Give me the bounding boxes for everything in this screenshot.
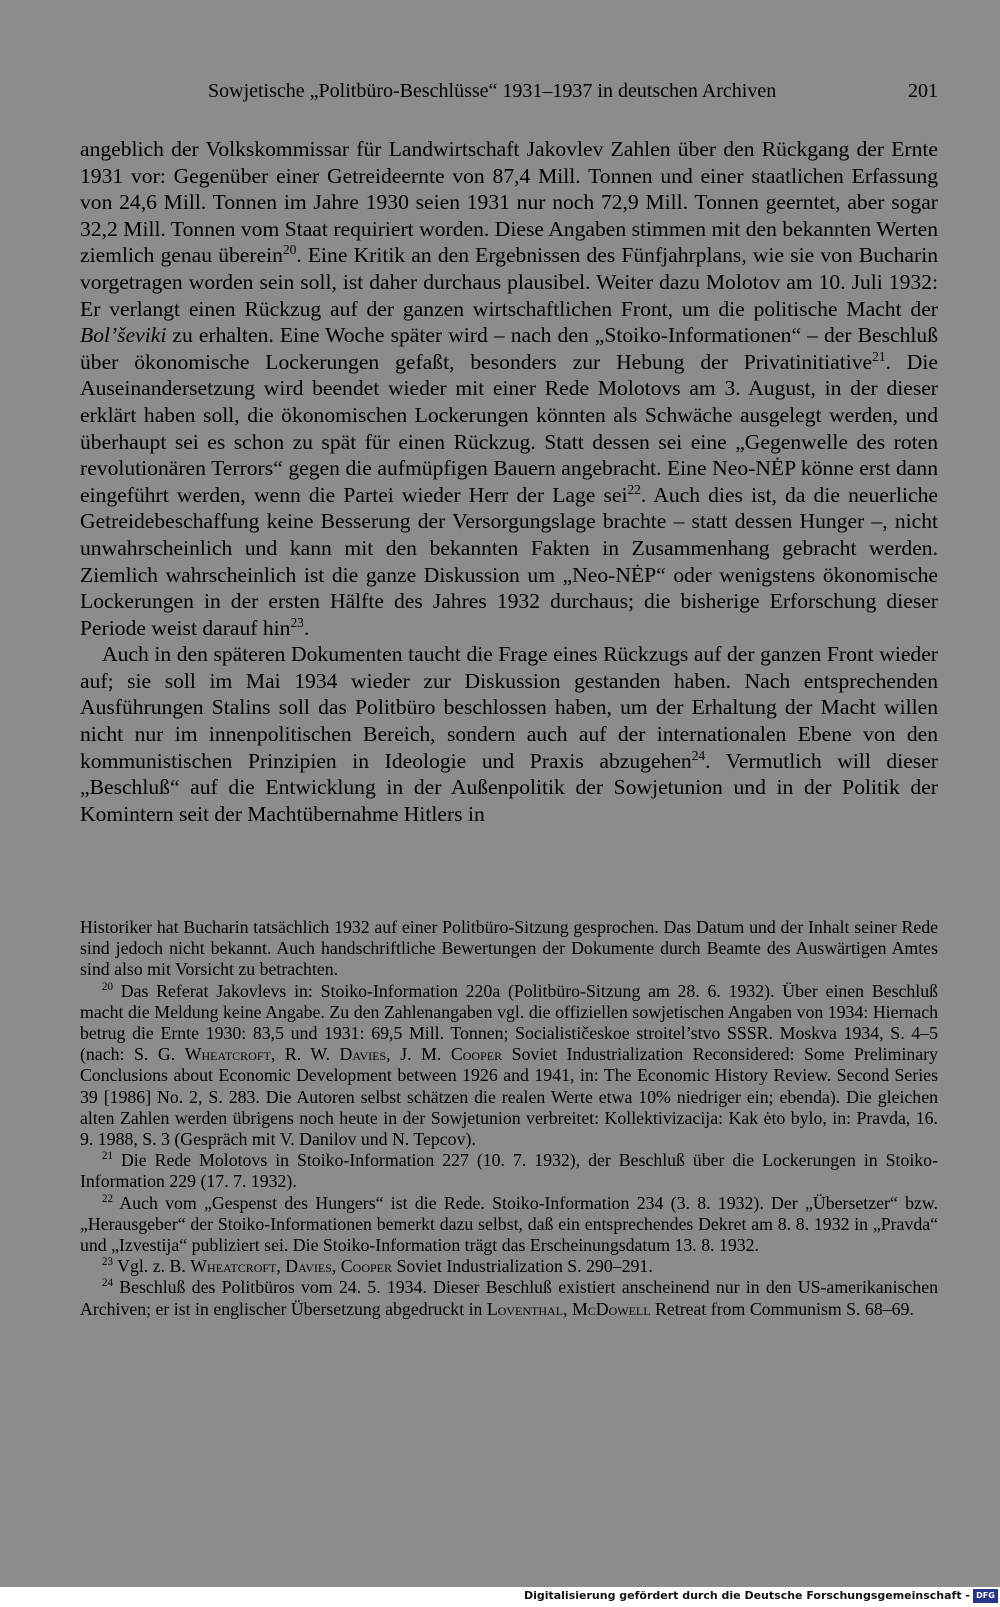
author-name: Cooper [340,1256,392,1277]
footnote-21 [80,1150,938,1192]
text-run: . Die Auseinandersetzung wird beendet wieder mit einer Rede Molotovs am 3. August, in der dieser erklärt haben soll, die ökonomischen Lockerungen könnten als Schwäche ausgelegt werden, und überhaupt sei es schon zu spät für einen Rückzug. Statt dessen sei eine „Gegenwelle des roten revolutionären Terrors“ gegen die aufmüpfigen Bauern angebracht. Eine Neo-NĖP könne erst dann eingeführt werden, wenn die Partei wieder Herr der Lage sei [80,349,938,507]
text-run: Vgl. z. B. [113,1256,191,1277]
text-run: , [276,1256,286,1277]
text-run: , [563,1298,572,1319]
footnote-number: 24 [102,1277,114,1290]
footnote-number: 23 [102,1256,114,1269]
text-run: . [303,615,310,640]
text-run: , R. W. [270,1044,340,1065]
footnote-20 [80,981,938,1151]
footnote-24 [80,1277,938,1319]
text-run: . Vermutlich will dieser „Beschluß“ auf die Entwicklung in der Außenpolitik der Sowjetunion und in der Politik der Komintern seit der Machtübernahme Hitlers in [80,748,938,826]
funding-credit: Digitalisierung gefördert durch die Deutsche Forschungsgemeinschaft - [523,1589,970,1602]
text-run: . Eine Kritik an den Ergebnissen des Fünfjahrplans, wie sie von Bucharin vorgetragen worden sein soll, ist daher durchaus plausibel. Weiter dazu Molotov am 10. Juli 1932: Er verlangt einen Rückzug auf der ganzen wirtschaftlichen Front, um die politische Macht der [80,243,939,321]
author-name: Loventhal [486,1298,564,1319]
text-run: Beschluß des Politbüros vom 24. 5. 1934. Dieser Beschluß existiert anscheinend nur in den US-amerikanischen Archiven; er ist in englischer Übersetzung abgedruckt in [80,1277,938,1319]
body-paragraph [80,641,938,827]
footnote-number: 22 [102,1192,114,1205]
text-run: Historiker hat Bucharin tatsächlich 1932 auf einer Politbüro-Sitzung gesprochen. Das Datum und der Inhalt seiner Rede sind jedoch nicht bekannt. Auch handschriftliche Bewertungen der Dokumente durch Beamte des Auswärtigen Amtes sind also mit Vorsicht zu betrachten. [80,917,938,980]
text-run: , [331,1256,341,1277]
text-run: angeblich der Volkskommissar für Landwirtschaft Jakovlev Zahlen über den Rückgang der Ernte 1931 vor: Gegenüber einer Getreideernte von 87,4 Mill. Tonnen und einer staatlichen Erfassung von 24,6 Mill. Tonnen im Jahre 1930 seien 1931 nur noch 72,9 Mill. Tonnen geerntet, aber sogar 32,2 Mill. Tonnen vom Staat requiriert worden. Diese Angaben stimmen mit den bekannten Werten ziemlich genau überein [80,137,938,268]
footnote-continuation [80,917,938,981]
footnote-23 [80,1256,938,1277]
body-text [80,136,938,827]
footnote-number: 21 [102,1150,114,1163]
footnote-ref-21: 21 [872,348,886,364]
text-run: Auch vom „Gespenst des Hungers“ ist die Rede. Stoiko-Information 234 (3. 8. 1932). Der „Übersetzer“ bzw. „Herausgeber“ der Stoiko-Informationen bemerkt dazu selbst, daß ein entsprechendes Dekret am 8. 8. 1932 in „Pravda“ und „Izvestija“ publiziert sei. Die Stoiko-Information trägt das Erscheinungsdatum 13. 8. 1932. [80,1192,938,1256]
page-number: 201 [908,80,938,102]
text-run: Soviet Industrialization S. 290–291. [392,1256,653,1277]
footnote-ref-23: 23 [290,614,304,630]
dfg-logo: DFG [973,1589,998,1603]
text-run: Das Referat Jakovlevs in: Stoiko-Information 220a (Politbüro-Sitzung am 28. 6. 1932). Über einen Beschluß macht die Meldung keine Angabe. Zu den Zahlenangaben vgl. die offiziellen sowjetischen Angaben von 1934: Hiernach betrug die Ernte 1930: 83,5 und 1931: 69,5 Mill. Tonnen; Socialističeskoe stroitel’stvo SSSR. Moskva 1934, S. 4–5 (nach: S. G. [80,980,938,1065]
author-name: Davies [339,1044,387,1065]
text-run: Die Rede Molotovs in Stoiko-Information 227 (10. 7. 1932), der Beschluß über die Lockerungen in Stoiko-Information 229 (17. 7. 1932). [80,1150,938,1192]
text-run: , J. M. [386,1044,451,1065]
author-name: Wheatcroft [184,1044,271,1065]
footnote-ref-24: 24 [691,747,706,763]
author-name: Davies [285,1256,332,1277]
running-header [80,76,938,106]
text-run: zu erhalten. Eine Woche später wird – nach den „Stoiko-Informationen“ – der Beschluß über ökonomische Lockerungen gefaßt, besonders zur Hebung der Privatinitiative [80,323,938,374]
author-name: Cooper [450,1044,503,1065]
footnotes [80,917,938,1320]
emphasis: Bol’ševiki [80,323,167,348]
author-name: Wheatcroft [190,1256,277,1277]
text-run: . Auch dies ist, da die neuerliche Getreidebeschaffung keine Besserung der Versorgungslage brachte – statt dessen Hunger –, nicht unwahrscheinlich und kann mit den bekannten Fakten in Zusammenhang gebracht werden. Ziemlich wahrscheinlich ist die ganze Diskussion um „Neo-NĖP“ oder wenigstens ökonomische Lockerungen in der ersten Hälfte des Jahres 1932 durchaus; die bisherige Erforschung dieser Periode weist darauf hin [80,482,938,640]
footnote-number: 20 [102,980,114,993]
text-run: Retreat from Communism S. 68–69. [650,1298,914,1319]
text-run: Soviet Industrialization Reconsidered: Some Preliminary Conclusions about Economic Development between 1926 and 1941, in: The Economic History Review. Second Series 39 [1986] No. 2, S. 283. Die Autoren selbst schätzen die realen Werte etwa 10% niedriger ein; ebenda). Die gleichen alten Zahlen werden übrigens noch heute in der Sowjetunion verbreitet: Kollektivizacija: Kak ėto bylo, in: Pravda, 16. 9. 1988, S. 3 (Gespräch mit V. Danilov und N. Tepcov). [80,1044,938,1150]
digitization-footer [0,1587,1000,1607]
author-name: McDowell [571,1298,651,1319]
body-paragraph [80,136,938,641]
running-title: Sowjetische „Politbüro-Beschlüsse“ 1931–1937 in deutschen Archiven [208,80,777,102]
footnote-ref-20: 20 [282,242,297,258]
text-run: Auch in den späteren Dokumenten taucht die Frage eines Rückzugs auf der ganzen Front wieder auf; sie soll im Mai 1934 wieder zur Diskussion gestanden haben. Nach entsprechenden Ausführungen Stalins soll das Politbüro beschlossen haben, um der Erhaltung der Macht willen nicht nur im innenpolitischen Bereich, sondern auch auf der internationalen Ebene von den kommunistischen Prinzipien in Ideologie und Praxis abzugehen [80,642,938,773]
footnote-ref-22: 22 [627,481,641,497]
footnote-22 [80,1193,938,1257]
